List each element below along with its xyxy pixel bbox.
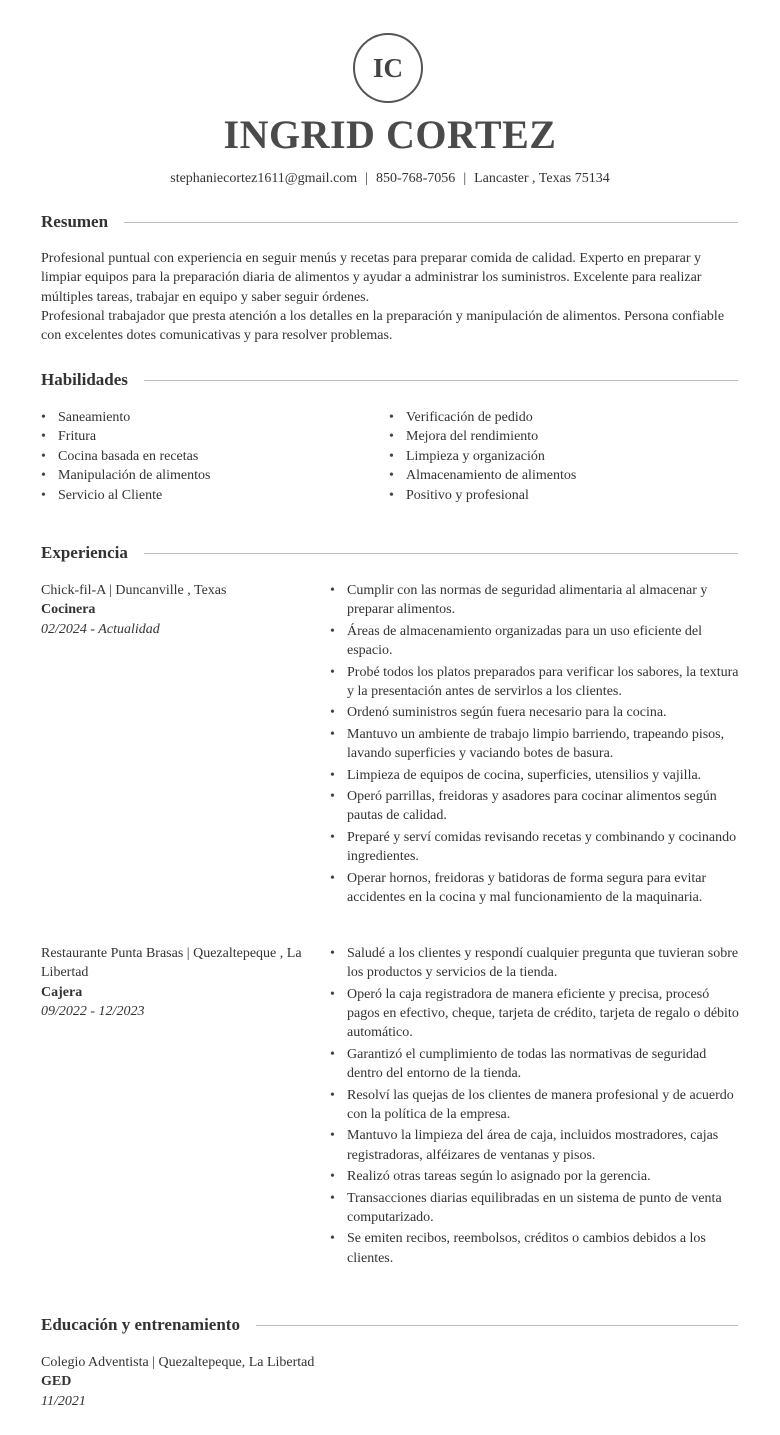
skill-item: • Mejora del rendimiento <box>389 427 729 446</box>
section-divider <box>144 553 738 554</box>
contact-separator: | <box>365 171 368 186</box>
contact-location: Lancaster , Texas 75134 <box>474 171 610 186</box>
education-section-header <box>41 1315 738 1335</box>
candidate-name: INGRID CORTEZ <box>223 112 557 157</box>
responsibility-item: • Ordenó suministros según fuera necesario para la cocina. <box>330 703 740 722</box>
responsibility-item: • Mantuvo la limpieza del área de caja, incluidos mostradores, cajas registradoras, alféizares de ventanas y pisos. <box>330 1126 740 1165</box>
contact-phone: 850-768-7056 <box>375 171 456 186</box>
responsibility-item: • Operó la caja registradora de manera eficiente y precisa, procesó pagos en efectivo, cheque, tarjeta de crédito, tarjeta de regalo o débito automático. <box>330 985 740 1043</box>
job-employer: Restaurante Punta Brasas | Quezaltepeque , La Libertad <box>41 946 302 981</box>
contact-email: stephaniecortez1611@gmail.com <box>170 171 358 186</box>
responsibility-item: • Operar hornos, freidoras y batidoras de forma segura para evitar accidentes en la cocina y mal funcionamiento de la maquinaria. <box>330 869 740 908</box>
job-details <box>41 581 321 639</box>
monogram-initials: IC <box>372 52 403 83</box>
section-divider <box>124 222 738 223</box>
education-degree: GED <box>41 1374 72 1390</box>
skill-item: • Fritura <box>41 427 361 446</box>
responsibility-item: • Se emiten recibos, reembolsos, créditos o cambios debidos a los clientes. <box>330 1229 740 1268</box>
education-institution: Colegio Adventista | Quezaltepeque, La Libertad <box>41 1355 315 1370</box>
education-entry <box>41 1353 541 1411</box>
section-divider <box>144 380 738 381</box>
responsibility-item: • Resolví las quejas de los clientes de manera profesional y de acuerdo con la política de la empresa. <box>330 1086 740 1125</box>
monogram-badge <box>353 33 423 103</box>
responsibility-item: • Mantuvo un ambiente de trabajo limpio barriendo, trapeando pisos, lavando superficies y vaciando botes de basura. <box>330 725 740 764</box>
summary-section-header <box>41 212 738 232</box>
contact-separator: | <box>463 171 467 186</box>
experience-section-header <box>41 543 738 563</box>
skill-item: • Manipulación de alimentos <box>41 466 361 485</box>
skill-item: • Servicio al Cliente <box>41 486 361 505</box>
skills-left-column <box>41 408 361 505</box>
skill-item: • Positivo y profesional <box>389 486 729 505</box>
section-divider <box>256 1325 738 1326</box>
summary-text <box>41 249 741 345</box>
skills-title: Habilidades <box>41 370 128 389</box>
job-role: Cajera <box>41 984 83 1000</box>
skill-item: • Saneamiento <box>41 408 361 427</box>
job-dates: 09/2022 - 12/2023 <box>41 1003 145 1019</box>
responsibility-item: • Cumplir con las normas de seguridad alimentaria al almacenar y preparar alimentos. <box>330 581 740 620</box>
responsibility-item: • Limpieza de equipos de cocina, superficies, utensilios y vajilla. <box>330 766 740 785</box>
responsibility-item: • Operó parrillas, freidoras y asadores para cocinar alimentos según pautas de calidad. <box>330 787 740 826</box>
responsibility-item: • Garantizó el cumplimiento de todas las normativas de seguridad dentro del entorno de la tienda. <box>330 1045 740 1084</box>
job-dates: 02/2024 - Actualidad <box>41 621 160 637</box>
job-responsibilities <box>330 944 740 1270</box>
skills-section-header <box>41 370 738 390</box>
responsibility-item: • Realizó otras tareas según lo asignado por la gerencia. <box>330 1167 740 1186</box>
responsibility-item: • Saludé a los clientes y respondí cualquier pregunta que tuvieran sobre los productos y servicios de la tienda. <box>330 944 740 983</box>
summary-paragraph: Profesional puntual con experiencia en seguir menús y recetas para preparar comida de calidad. Experto en preparar y limpiar equipos para la preparación diaria de alimentos y ayudar a administrar los suministros. Excelente para realizar múltiples tareas, trabajar en equipo y saber seguir órdenes. <box>41 251 702 305</box>
education-title: Educación y entrenamiento <box>41 1315 240 1334</box>
education-date: 11/2021 <box>41 1393 86 1409</box>
job-responsibilities <box>330 581 740 909</box>
skill-item: • Cocina basada en recetas <box>41 447 361 466</box>
responsibility-item: • Preparé y serví comidas revisando recetas y combinando y cocinando ingredientes. <box>330 828 740 867</box>
job-role: Cocinera <box>41 602 96 618</box>
experience-title: Experiencia <box>41 543 128 562</box>
skill-item: • Almacenamiento de alimentos <box>389 466 729 485</box>
responsibility-item: • Áreas de almacenamiento organizadas para un uso eficiente del espacio. <box>330 622 740 661</box>
summary-paragraph: Profesional trabajador que presta atención a los detalles en la preparación y manipulación de alimentos. Persona confiable con excelentes dotes comunicativas y para resolver problemas. <box>41 308 725 344</box>
job-details <box>41 944 321 1021</box>
skill-item: • Verificación de pedido <box>389 408 729 427</box>
skills-right-column <box>389 408 729 505</box>
summary-title: Resumen <box>41 212 109 231</box>
responsibility-item: • Probé todos los platos preparados para verificar los sabores, la textura y la presentación antes de servirlos a los clientes. <box>330 663 740 702</box>
skill-item: • Limpieza y organización <box>389 447 729 466</box>
responsibility-item: • Transacciones diarias equilibradas en un sistema de punto de venta computarizado. <box>330 1189 740 1228</box>
contact-line <box>0 170 780 188</box>
job-employer: Chick-fil-A | Duncanville , Texas <box>41 583 227 598</box>
